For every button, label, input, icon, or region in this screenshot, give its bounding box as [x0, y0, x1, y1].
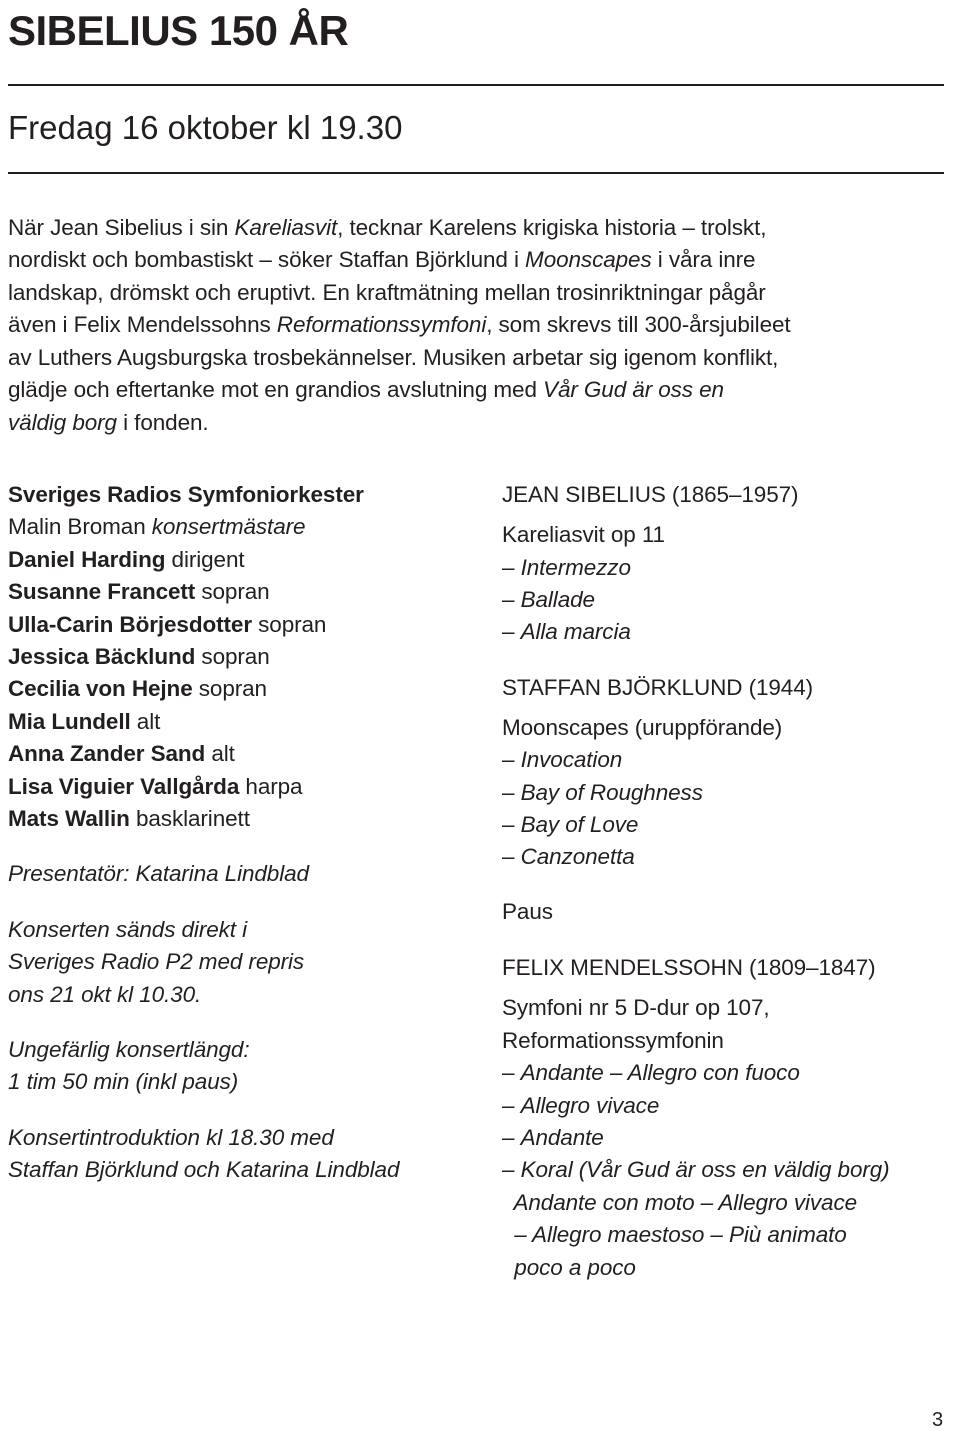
intro-line	[8, 277, 766, 309]
italic-text: Konserten sänds direkt i	[8, 917, 247, 942]
intro-line	[8, 244, 755, 276]
page-title: SIBELIUS 150 ÅR	[8, 7, 349, 54]
text: –	[502, 619, 521, 644]
program-line	[502, 896, 553, 928]
italic-text: Invocation	[520, 747, 623, 772]
program-line	[502, 584, 595, 616]
concert-date: Fredag 16 oktober kl 19.30	[8, 109, 403, 146]
performer-line	[8, 1066, 238, 1098]
italic-text: Staffan Björklund och Katarina Lindblad	[8, 1157, 400, 1182]
text: , tecknar Karelens krigiska historia – trolskt,	[337, 215, 767, 240]
text: alt	[205, 741, 235, 766]
text: –	[502, 747, 521, 772]
italic-text: Canzonetta	[520, 844, 635, 869]
program-line	[502, 1057, 800, 1089]
text: nordiskt och bombastiskt – söker Staffan Björklund i	[8, 247, 526, 272]
text: sopran	[192, 676, 267, 701]
program-line	[502, 952, 876, 984]
italic-text: poco a poco	[502, 1255, 636, 1280]
program-line	[502, 552, 631, 584]
text: landskap, drömskt och eruptivt. En kraftmätning mellan trosinriktningar pågår	[8, 280, 766, 305]
performer-line	[8, 858, 309, 890]
divider	[8, 84, 944, 86]
program-line	[502, 1025, 724, 1057]
program-line	[502, 519, 665, 551]
name-text: Lisa Viguier Vallgårda	[8, 774, 240, 799]
text: sopran	[195, 644, 270, 669]
intro-line	[8, 407, 209, 439]
italic-text: ons 21 okt kl 10.30.	[8, 982, 202, 1007]
text: , som skrevs till 300-årsjubileet	[486, 312, 791, 337]
text: basklarinett	[129, 806, 250, 831]
performer-line	[8, 946, 304, 978]
program-line	[502, 1187, 857, 1219]
name-text: Anna Zander Sand	[8, 741, 206, 766]
text: JEAN SIBELIUS (1865–1957)	[502, 482, 799, 507]
divider	[8, 172, 944, 174]
performer-line	[8, 544, 245, 576]
text: dirigent	[165, 547, 245, 572]
text: Symfoni nr 5 D-dur op 107,	[502, 995, 770, 1020]
intro-line	[8, 309, 791, 341]
text: Paus	[502, 899, 553, 924]
program-line	[502, 672, 813, 704]
name-text: Cecilia von Hejne	[8, 676, 193, 701]
italic-text: Andante – Allegro con fuoco	[520, 1060, 800, 1085]
performer-line	[8, 479, 364, 511]
italic-text: Intermezzo	[520, 555, 631, 580]
program-line	[502, 712, 782, 744]
performer-line	[8, 673, 267, 705]
program-line	[502, 1219, 847, 1251]
italic-text: Vår Gud är oss en	[543, 377, 724, 402]
text: alt	[130, 709, 161, 734]
text: av Luthers Augsburgska trosbekännelser. Musiken arbetar sig igenom konflikt,	[8, 345, 779, 370]
program-line	[502, 777, 703, 809]
name-text: Mats Wallin	[8, 806, 130, 831]
text: sopran	[252, 612, 327, 637]
italic-text: Andante con moto – Allegro vivace	[502, 1190, 858, 1215]
name-text: Susanne Francett	[8, 579, 196, 604]
italic-text: Sveriges Radio P2 med repris	[8, 949, 305, 974]
italic-text: Koral (Vår Gud är oss en väldig borg)	[520, 1157, 890, 1182]
name-text: Mia Lundell	[8, 709, 131, 734]
italic-text: 1 tim 50 min (inkl paus)	[8, 1069, 239, 1094]
text: –	[502, 1093, 521, 1118]
name-text: Sveriges Radios Symfoniorkester	[8, 482, 364, 507]
text: Moonscapes (uruppförande)	[502, 715, 783, 740]
intro-line	[8, 374, 724, 406]
performer-line	[8, 576, 270, 608]
italic-text: Reformationssymfoni	[276, 312, 487, 337]
performer-line	[8, 914, 247, 946]
text: FELIX MENDELSSOHN (1809–1847)	[502, 955, 876, 980]
italic-text: Moonscapes	[525, 247, 652, 272]
text: –	[502, 1157, 521, 1182]
program-line	[502, 841, 635, 873]
performer-line	[8, 771, 302, 803]
text: –	[502, 844, 521, 869]
intro-line	[8, 342, 778, 374]
performer-line	[8, 706, 160, 738]
name-text: Daniel Harding	[8, 547, 166, 572]
text: även i Felix Mendelssohns	[8, 312, 277, 337]
italic-text: Ballade	[520, 587, 595, 612]
page-number: 3	[932, 1409, 944, 1431]
italic-text: väldig borg	[8, 410, 117, 435]
program-line	[502, 616, 631, 648]
performer-line	[8, 803, 250, 835]
text: –	[502, 555, 521, 580]
text: i fonden.	[116, 410, 209, 435]
text: glädje och eftertanke mot en grandios avslutning med	[8, 377, 544, 402]
program-line	[502, 744, 622, 776]
performer-line	[8, 1154, 399, 1186]
italic-text: Kareliasvit	[234, 215, 338, 240]
performer-line	[8, 609, 326, 641]
intro-line	[8, 212, 766, 244]
performer-line	[8, 979, 201, 1011]
italic-text: Andante	[520, 1125, 604, 1150]
italic-text: Bay of Roughness	[520, 780, 703, 805]
performer-line	[8, 1122, 334, 1154]
italic-text: Allegro vivace	[520, 1093, 660, 1118]
italic-text: Konsertintroduktion kl 18.30 med	[8, 1125, 334, 1150]
italic-text: konsertmästare	[151, 514, 306, 539]
text: –	[502, 780, 521, 805]
text: Malin Broman	[8, 514, 152, 539]
text: Kareliasvit op 11	[502, 522, 665, 547]
text: När Jean Sibelius i sin	[8, 215, 235, 240]
program-line	[502, 1154, 890, 1186]
text: i våra inre	[651, 247, 756, 272]
name-text: Jessica Bäcklund	[8, 644, 196, 669]
performer-line	[8, 738, 235, 770]
text: –	[502, 1060, 521, 1085]
name-text: Ulla-Carin Börjesdotter	[8, 612, 252, 637]
program-line	[502, 479, 798, 511]
performer-line	[8, 641, 270, 673]
performer-line	[8, 1034, 250, 1066]
text: harpa	[239, 774, 303, 799]
text: sopran	[195, 579, 270, 604]
text: STAFFAN BJÖRKLUND (1944)	[502, 675, 814, 700]
performer-line	[8, 511, 305, 543]
italic-text: Bay of Love	[520, 812, 639, 837]
italic-text: – Allegro maestoso – Più animato	[502, 1222, 847, 1247]
italic-text: Ungefärlig konsertlängd:	[8, 1037, 250, 1062]
program-line	[502, 1090, 659, 1122]
text: –	[502, 812, 521, 837]
italic-text: Alla marcia	[520, 619, 631, 644]
program-line	[502, 1252, 636, 1284]
text: –	[502, 1125, 521, 1150]
program-line	[502, 1122, 604, 1154]
text: –	[502, 587, 521, 612]
program-line	[502, 809, 638, 841]
italic-text: Presentatör: Katarina Lindblad	[8, 861, 309, 886]
program-line	[502, 992, 770, 1024]
text: Reformationssymfonin	[502, 1028, 724, 1053]
